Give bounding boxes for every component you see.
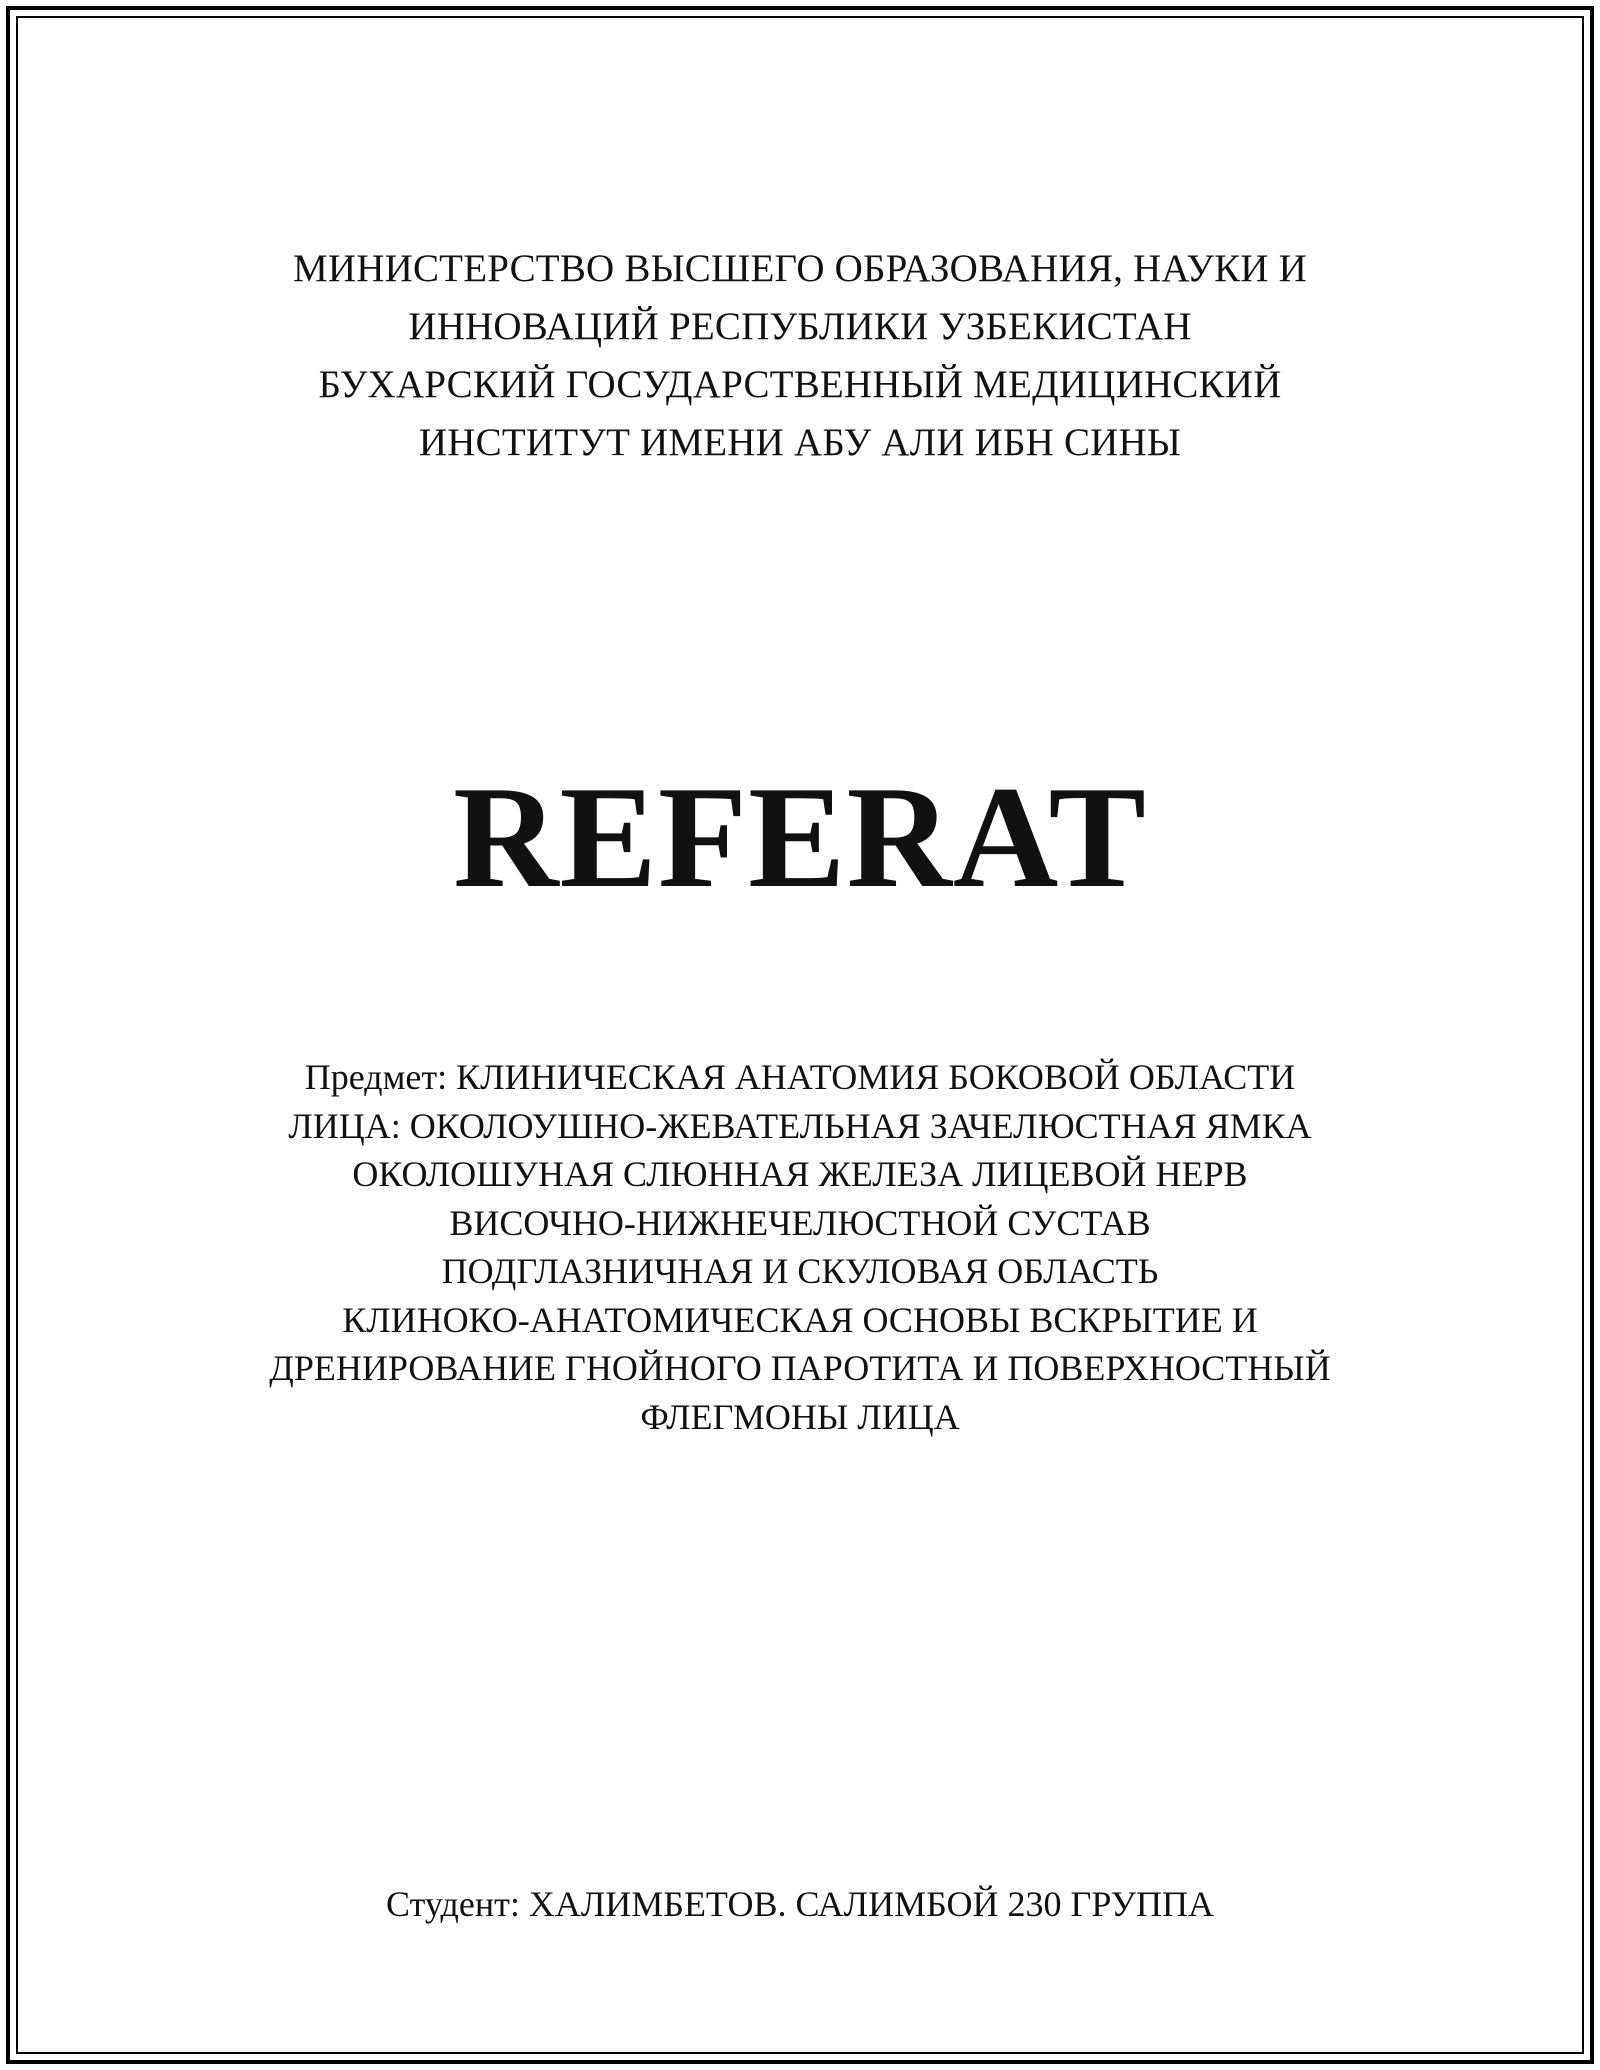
subject-line: ПОДГЛАЗНИЧНАЯ И СКУЛОВАЯ ОБЛАСТЬ	[441, 1251, 1159, 1291]
subject-block	[0, 1053, 1600, 1441]
subject-line: КЛИНОКО-АНАТОМИЧЕСКАЯ ОСНОВЫ ВСКРЫТИЕ И	[342, 1299, 1258, 1340]
student-info: Студент: ХАЛИМБЕТОВ. САЛИМБОЙ 230 ГРУППА	[386, 1884, 1214, 1924]
institution-header	[0, 240, 1600, 472]
document-title: REFERAT	[453, 756, 1147, 918]
institution-line: МИНИСТЕРСТВО ВЫСШЕГО ОБРАЗОВАНИЯ, НАУКИ И	[293, 247, 1307, 290]
subject-line: ВИСОЧНО-НИЖНЕЧЕЛЮСТНОЙ СУСТАВ	[449, 1202, 1151, 1243]
subject-line: ЛИЦА: ОКОЛОУШНО-ЖЕВАТЕЛЬНАЯ ЗАЧЕЛЮСТНАЯ ЯМКА	[288, 1105, 1312, 1146]
subject-line: ОКОЛОШУНАЯ СЛЮННАЯ ЖЕЛЕЗА ЛИЦЕВОЙ НЕРВ	[352, 1154, 1248, 1194]
institution-line: ИНСТИТУТ ИМЕНИ АБУ АЛИ ИБН СИНЫ	[418, 421, 1182, 464]
institution-line: БУХАРСКИЙ ГОСУДАРСТВЕННЫЙ МЕДИЦИНСКИЙ	[318, 363, 1282, 406]
institution-line: ИННОВАЦИЙ РЕСПУБЛИКИ УЗБЕКИСТАН	[408, 305, 1192, 348]
subject-line: ДРЕНИРОВАНИЕ ГНОЙНОГО ПАРОТИТА И ПОВЕРХНОСТНЫЙ	[269, 1348, 1331, 1388]
subject-line: Предмет: КЛИНИЧЕСКАЯ АНАТОМИЯ БОКОВОЙ ОБЛАСТИ	[304, 1057, 1296, 1097]
subject-line: ФЛЕГМОНЫ ЛИЦА	[640, 1396, 960, 1437]
